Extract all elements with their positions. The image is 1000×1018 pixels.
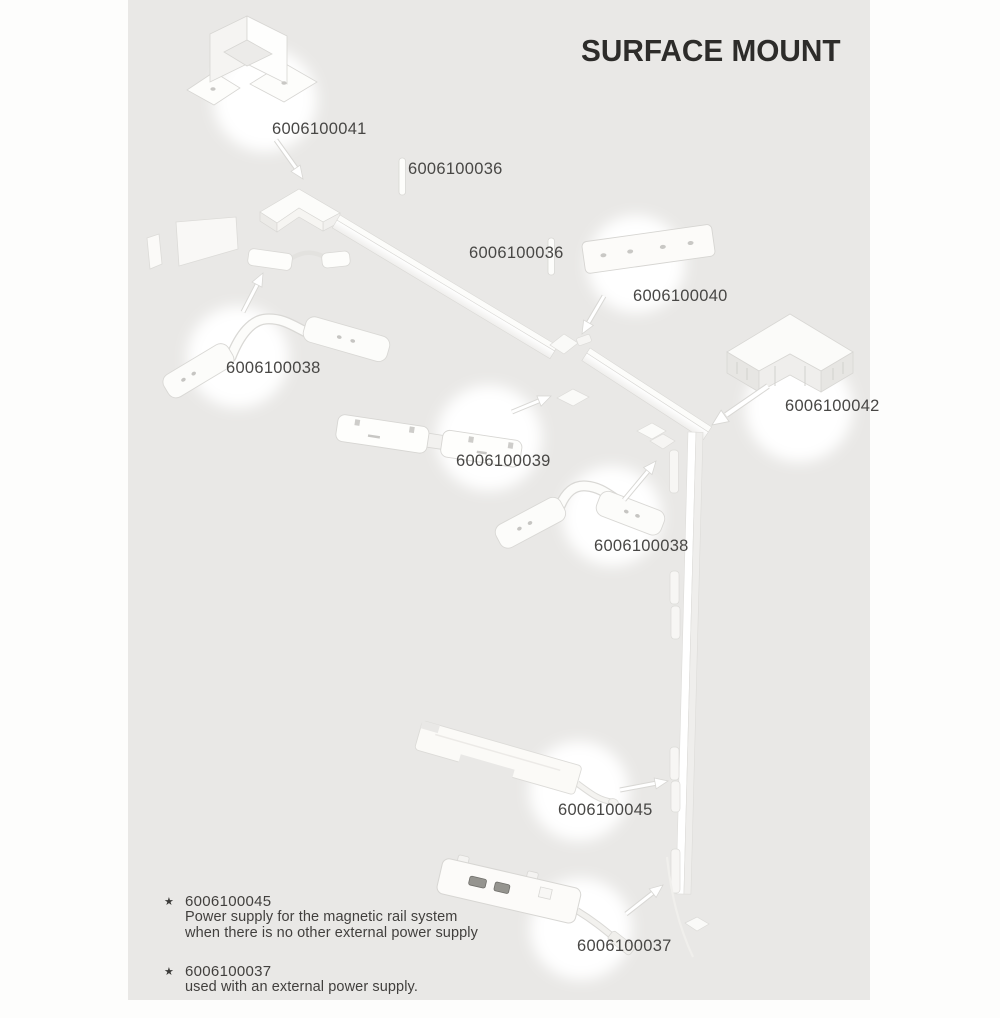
footnote-6006100037 [164,963,478,996]
side-plate-illustration [147,217,238,269]
footnote-part-number: 6006100045 [185,893,272,910]
part-label-6006100038-left: 6006100038 [226,358,321,377]
cable-connector-illustration [247,248,351,271]
star-icon: ★ [164,966,174,978]
star-icon: ★ [164,896,174,908]
corner-connector-illustration [260,189,340,232]
part-label-6006100039: 6006100039 [456,451,551,470]
part-label-6006100040: 6006100040 [633,286,728,305]
mounting-pin-top-illustration [399,158,406,195]
footnote-description-line: used with an external power supply. [185,979,418,995]
part-label-6006100038-right: 6006100038 [594,536,689,555]
footnotes [164,893,478,1018]
part-label-6006100036-top: 6006100036 [408,159,503,178]
vertical-rail-illustration [676,432,703,894]
footnote-text [185,893,478,941]
part-label-6006100041: 6006100041 [272,119,367,138]
footnote-part-number: 6006100037 [185,963,272,980]
arrow-38-left [243,273,263,312]
arrow-40 [582,296,604,334]
part-label-6006100045: 6006100045 [558,800,653,819]
footnote-text [185,963,418,996]
part-label-6006100042: 6006100042 [785,396,880,415]
part-label-6006100037: 6006100037 [577,936,672,955]
arrow-37 [626,885,663,914]
footnote-description-line: Power supply for the magnetic rail system [185,909,458,925]
part-label-6006100036-mid: 6006100036 [469,243,564,262]
page-title: SURFACE MOUNT [581,33,841,68]
footnote-6006100045 [164,893,478,941]
footnote-description-line: when there is no other external power supply [185,924,478,941]
